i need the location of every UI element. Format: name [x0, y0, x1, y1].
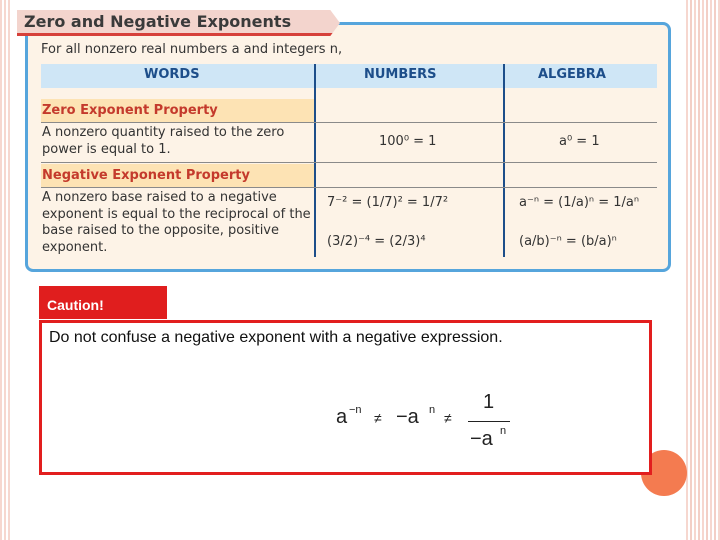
- expr-denominator-exponent: n: [500, 425, 507, 437]
- caution-tab: [39, 286, 167, 319]
- expr-not-equal-1: ≠: [374, 410, 382, 426]
- row-divider: [41, 187, 657, 188]
- textbook-panel: [17, 10, 673, 272]
- caution-box: [39, 320, 652, 475]
- negative-property-words: A nonzero base raised to a negative exponent is equal to the reciprocal of the base raised to the opposite, positive exponent.: [42, 190, 311, 255]
- panel-intro: For all nonzero real numbers a and integers n,: [41, 42, 343, 57]
- expr-fraction-numerator: 1: [483, 391, 495, 413]
- zero-property-numbers: 100⁰ = 1: [379, 134, 437, 149]
- caution-text: Do not confuse a negative exponent with a negative expression.: [49, 329, 503, 346]
- column-divider: [503, 64, 505, 257]
- zero-property-heading: Zero Exponent Property: [42, 103, 218, 118]
- header-numbers: NUMBERS: [364, 67, 437, 82]
- caution-label: Caution!: [47, 297, 104, 313]
- expr-exponent-n: n: [429, 404, 436, 416]
- header-words: WORDS: [144, 67, 200, 82]
- negative-numbers-example-2: (3/2)⁻⁴ = (2/3)⁴: [327, 234, 426, 249]
- expr-negative-a: −a: [396, 406, 419, 428]
- expr-fraction-bar: [468, 421, 510, 422]
- expr-negative-exponent: −n: [349, 404, 362, 416]
- row-divider: [41, 122, 657, 123]
- panel-title: Zero and Negative Exponents: [24, 12, 292, 31]
- row-divider: [41, 162, 657, 163]
- expr-base-a: a: [336, 406, 348, 428]
- column-divider: [314, 64, 316, 257]
- header-algebra: ALGEBRA: [538, 67, 606, 82]
- expr-not-equal-2: ≠: [444, 410, 452, 426]
- zero-property-words: A nonzero quantity raised to the zero power is equal to 1.: [42, 125, 285, 157]
- expr-fraction-denominator: −a: [470, 428, 493, 450]
- zero-property-algebra: a⁰ = 1: [559, 134, 600, 149]
- right-decorative-stripe: [686, 0, 720, 540]
- negative-property-heading: Negative Exponent Property: [42, 168, 250, 183]
- negative-algebra-example-2: (a/b)⁻ⁿ = (b/a)ⁿ: [519, 234, 617, 249]
- left-decorative-stripe: [0, 0, 11, 540]
- negative-numbers-example-1: 7⁻² = (1/7)² = 1/7²: [327, 195, 449, 210]
- negative-algebra-example-1: a⁻ⁿ = (1/a)ⁿ = 1/aⁿ: [519, 195, 640, 210]
